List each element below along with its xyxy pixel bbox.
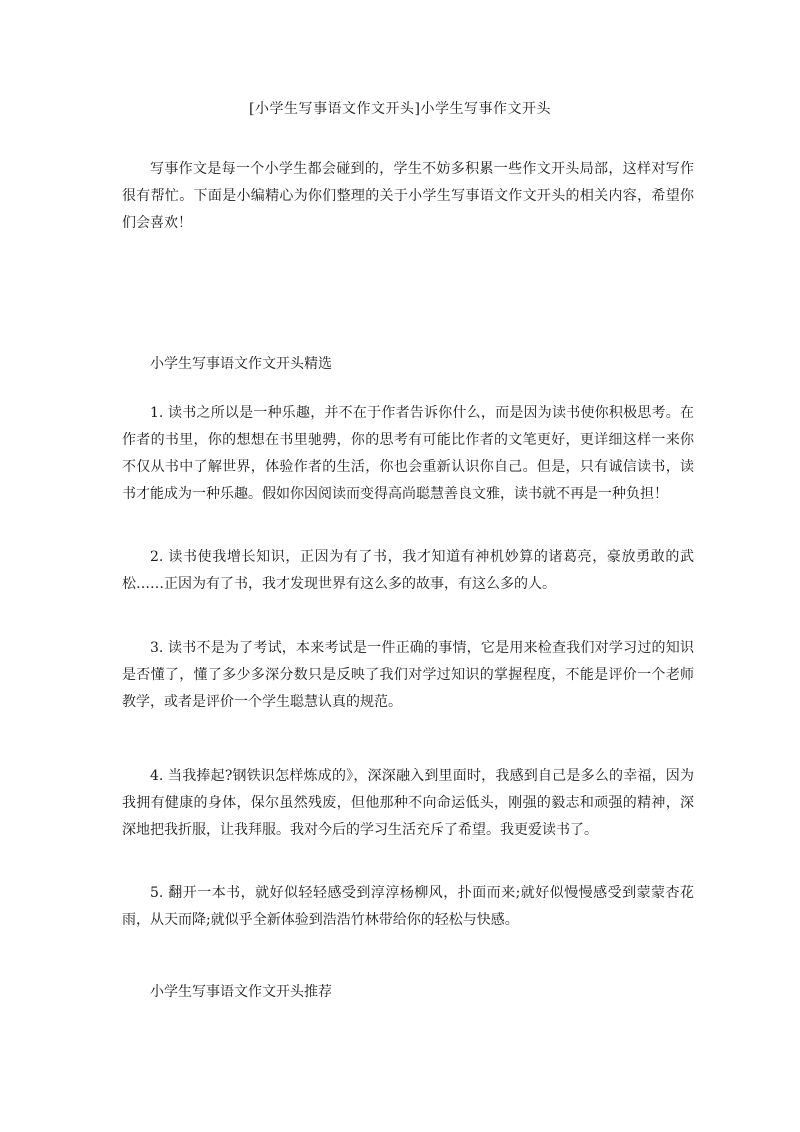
list-item: 3. 读书不是为了考试，本来考试是一件正确的事情，它是用来检查我们对学习过的知识是否懂了，懂了多少多深分数只是反映了我们对学过知识的掌握程度，不能是评价一个老师教学，或者是评价一个学生聪慧认真的规范。 (122, 640, 694, 710)
intro-paragraph: 写事作文是每一个小学生都会碰到的，学生不妨多积累一些作文开头局部，这样对写作很有帮忙。下面是小编精心为你们整理的关于小学生写事语文作文开头的相关内容，希望你们会喜欢！ (122, 161, 694, 231)
list-item: 1. 读书之所以是一种乐趣，并不在于作者告诉你什么，而是因为读书使你积极思考。在作者的书里，你的想想在书里驰骋，你的思考有可能比作者的文笔更好，更详细这样一来你不仅从书中了解世界，体验作者的生活，你也会重新认识你自己。但是，只有诚信读书，读书才能成为一种乐趣。假如你因阅读而变得高尚聪慧善良文雅，读书就不再是一种负担！ (122, 405, 694, 502)
list-item: 4. 当我捧起?钢铁识怎样炼成的》，深深融入到里面时，我感到自己是多么的幸福，因为我拥有健康的身体，保尔虽然残废，但他那种不向命运低头，刚强的毅志和顽强的精神，深深地把我折服，让我拜服。我对今后的学习生活充斥了希望。我更爱读书了。 (122, 768, 694, 838)
document-title: [小学生写事语文作文开头]小学生写事作文开头 (249, 101, 551, 117)
section-heading-recommended: 小学生写事语文作文开头推荐 (150, 984, 332, 1000)
section-heading-selected: 小学生写事语文作文开头精选 (150, 356, 332, 372)
list-item: 5. 翻开一本书，就好似轻轻感受到淳淳杨柳风，扑面而来;就好似慢慢感受到蒙蒙杏花雨，从天而降;就似乎全新体验到浩浩竹林带给你的轻松与快感。 (122, 885, 694, 928)
list-item: 2. 读书使我增长知识，正因为有了书，我才知道有神机妙算的诸葛亮，豪放勇敢的武松……正因为有了书，我才发现世界有这么多的故事，有这么多的人。 (122, 549, 694, 592)
